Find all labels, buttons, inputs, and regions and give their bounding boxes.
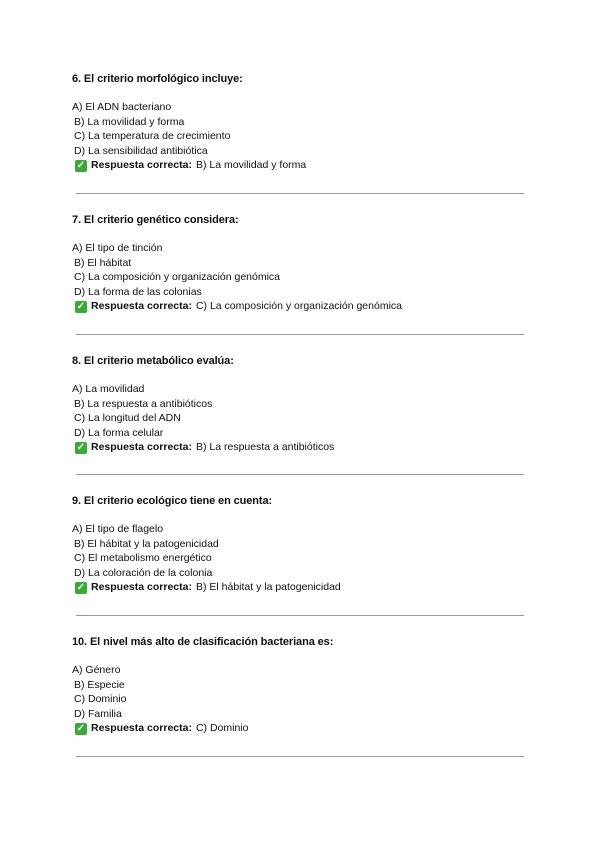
question-title: 8. El criterio metabólico evalúa: (72, 355, 234, 367)
correct-answer (72, 580, 524, 595)
check-mark-icon: ✓ (76, 159, 86, 171)
option-d: D) La forma celular (74, 426, 164, 439)
option-c: C) El metabolismo energético (74, 552, 212, 565)
question-title: 7. El criterio genético considera: (72, 214, 239, 226)
option-c: C) La temperatura de crecimiento (74, 130, 231, 143)
correct-answer (72, 158, 524, 173)
answer-text: B) El hábitat y la patogenicidad (195, 581, 341, 594)
option-c: C) La longitud del ADN (74, 412, 181, 425)
option-d: D) La forma de las colonias (74, 285, 202, 298)
question-6 (72, 72, 524, 173)
answer-label: Respuesta correcta: (91, 581, 192, 594)
question-9 (72, 494, 524, 595)
answer-text: C) Dominio (195, 722, 249, 735)
option-b: B) Especie (74, 678, 125, 691)
option-b: B) La respuesta a antibióticos (74, 397, 213, 410)
question-8 (72, 354, 524, 455)
option-a: A) El tipo de flagelo (72, 523, 164, 535)
option-a: A) El tipo de tinción (72, 242, 163, 254)
question-title: 6. El criterio morfológico incluye: (72, 73, 243, 85)
answer-label: Respuesta correcta: (91, 441, 192, 454)
answer-text: B) La respuesta a antibióticos (195, 441, 335, 454)
check-mark-icon: ✓ (76, 300, 86, 312)
check-mark-icon: ✓ (76, 441, 86, 453)
answer-label: Respuesta correcta: (91, 722, 192, 735)
option-c: C) La composición y organización genómica (74, 271, 281, 284)
correct-answer (72, 440, 524, 455)
option-d: D) La coloración de la colonia (74, 566, 213, 579)
answer-text: B) La movilidad y forma (195, 159, 307, 172)
option-b: B) El hábitat (74, 256, 132, 269)
answer-label: Respuesta correcta: (91, 159, 192, 172)
correct-answer (72, 721, 524, 736)
option-b: B) El hábitat y la patogenicidad (74, 537, 219, 550)
separator (76, 756, 524, 757)
separator (76, 615, 524, 616)
question-10 (72, 635, 524, 736)
answer-label: Respuesta correcta: (91, 300, 192, 313)
separator (76, 193, 524, 194)
option-d: D) La sensibilidad antibiótica (74, 144, 208, 157)
question-title: 9. El criterio ecológico tiene en cuenta: (72, 495, 273, 507)
check-mark-icon: ✓ (76, 581, 86, 593)
option-a: A) Género (72, 664, 121, 676)
option-c: C) Dominio (74, 693, 127, 706)
separator (76, 474, 524, 475)
option-a: A) La movilidad (72, 383, 145, 395)
correct-answer (72, 299, 524, 314)
answer-text: C) La composición y organización genómica (195, 300, 402, 313)
question-7 (72, 213, 524, 314)
question-title: 10. El nivel más alto de clasificación bacteriana es: (72, 636, 334, 648)
separator (76, 334, 524, 335)
check-mark-icon: ✓ (76, 722, 86, 734)
option-d: D) Familia (74, 707, 122, 720)
option-a: A) El ADN bacteriano (72, 101, 172, 113)
option-b: B) La movilidad y forma (74, 115, 185, 128)
